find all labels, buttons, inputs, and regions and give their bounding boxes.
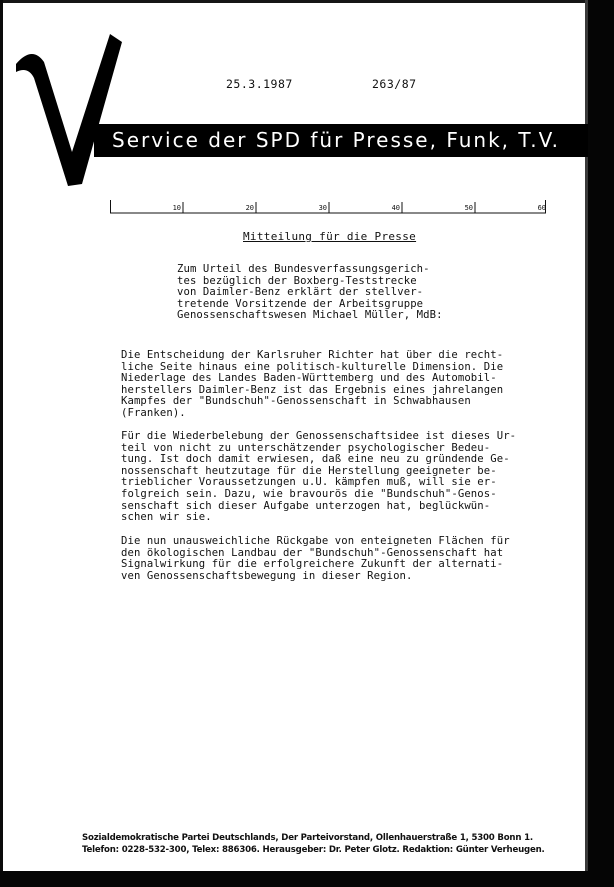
- footer-line-1: Sozialdemokratische Partei Deutschlands, Der Parteivorstand, Ollenhauerstraße 1, 5300 Bonn 1.: [82, 833, 533, 843]
- scan-border-bottom: [0, 871, 614, 887]
- ruler-tick-label: 20: [245, 204, 254, 212]
- body-paragraph-3: Die nun unausweichliche Rückgabe von enteigneten Flächen für den ökologischen Landbau der "Bundschuh"-Genossenschaft hat Signalwirkung für die erfolgreichere Zukunft der alternati- ven Genossenschaftsbewegung in dieser Region.: [121, 535, 510, 582]
- typewriter-ruler: [110, 200, 546, 214]
- footer: [82, 832, 545, 856]
- document-number: 263/87: [372, 77, 417, 91]
- document-date: 25.3.1987: [226, 77, 293, 91]
- press-release-title: Mitteilung für die Presse: [243, 230, 417, 243]
- ruler-tick-label: 10: [172, 204, 181, 212]
- scan-border-top: [0, 0, 614, 3]
- service-banner: [94, 124, 588, 157]
- footer-line-2: Telefon: 0228-532-300, Telex: 886306. Herausgeber: Dr. Peter Glotz. Redaktion: Günter Verheugen.: [82, 845, 545, 855]
- ruler-tick-label: 60: [537, 204, 546, 212]
- ruler-tick-label: 50: [464, 204, 473, 212]
- spd-v-logo: [14, 24, 144, 194]
- ruler-tick-label: 40: [391, 204, 400, 212]
- ruler-tick-label: 30: [318, 204, 327, 212]
- scan-border-right: [588, 0, 614, 887]
- banner-text: Service der SPD für Presse, Funk, T.V.: [112, 128, 561, 152]
- body-paragraph-2: Für die Wiederbelebung der Genossenschaftsidee ist dieses Ur- teil von nicht zu unterschätzender psychologischer Bedeu- tung. Ist doch damit erwiesen, daß eine neu zu gründende Ge- nossenschaft heutzutage für die Herstellung geeigneter be- trieblicher Voraussetzungen u.U. kämpfen muß, will sie er- folgreich sein. Dazu, wie bravourös die "Bundschuh"-Genos- senschaft sich dieser Aufgabe unterzogen hat, beglückwün- schen wir sie.: [121, 430, 517, 524]
- scan-border-left: [0, 0, 3, 887]
- intro-paragraph: Zum Urteil des Bundesverfassungsgerich- tes bezüglich der Boxberg-Teststrecke von Daimler-Benz erklärt der stellver- tretende Vorsitzende der Arbeitsgruppe Genossenschaftswesen Michael Müller, MdB:: [177, 263, 443, 322]
- body-paragraph-1: Die Entscheidung der Karlsruher Richter hat über die recht- liche Seite hinaus eine politisch-kulturelle Dimension. Die Niederlage des Landes Baden-Württemberg und des Automobil- herstellers Daimler-Benz ist das Ergebnis eines jahrelangen Kampfes der "Bundschuh"-Genossenschaft in Schwabhausen (Franken).: [121, 349, 504, 419]
